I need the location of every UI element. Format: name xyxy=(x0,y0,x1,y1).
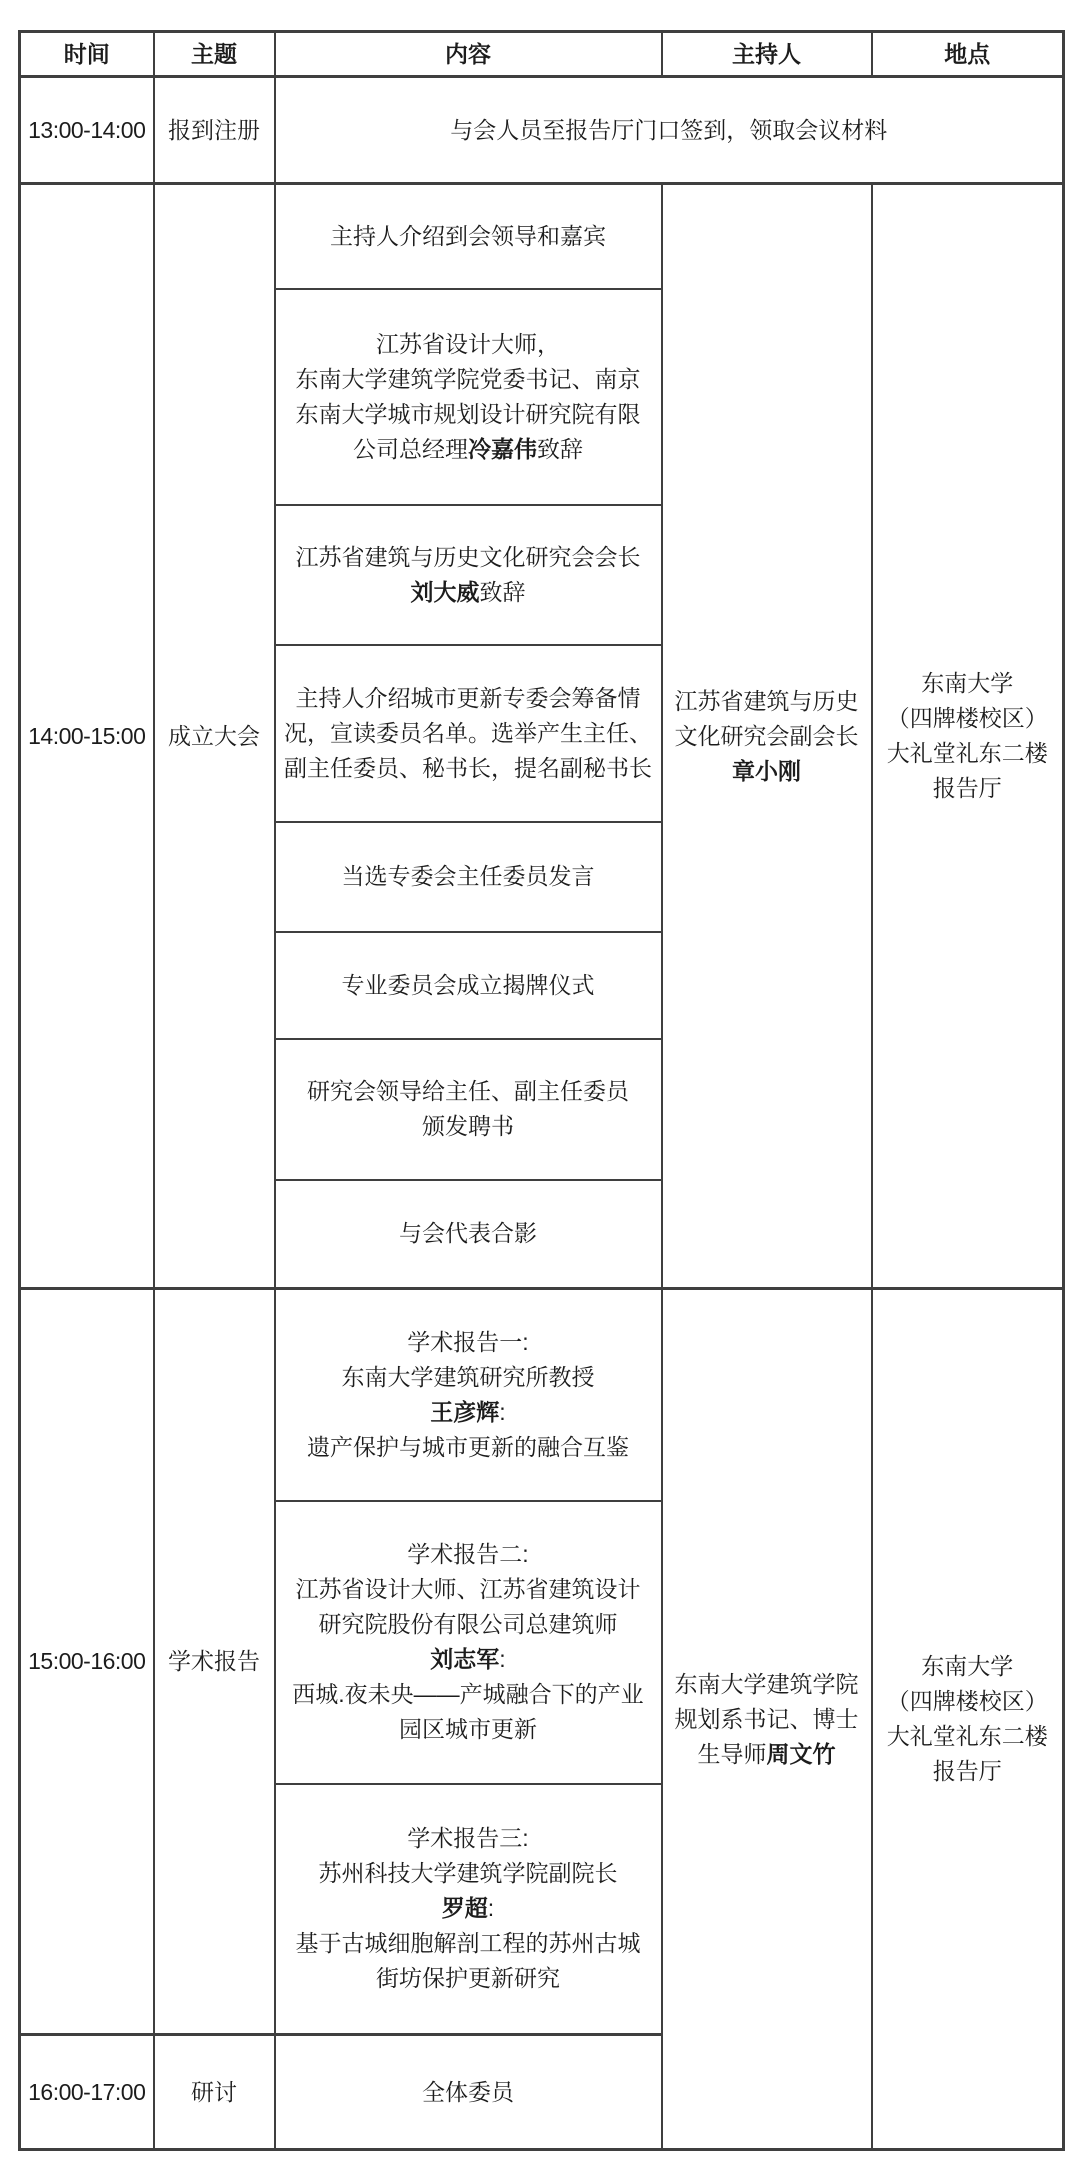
location-line: 报告厅 xyxy=(932,775,1002,801)
time-cell: 16:00-17:00 xyxy=(20,2035,154,2150)
content-line: 刘大威致辞 xyxy=(410,578,526,605)
conference-agenda-table xyxy=(18,30,1065,2151)
agenda-item-intro-guests xyxy=(275,184,662,289)
agenda-item-report-1 xyxy=(275,1289,662,1501)
content-line: 研究会领导给主任、副主任委员 xyxy=(307,1078,629,1104)
row-registration xyxy=(20,77,1064,184)
location-line: 大礼堂礼东二楼 xyxy=(886,1723,1048,1749)
col-header-time: 时间 xyxy=(20,32,154,77)
theme-cell: 报到注册 xyxy=(154,77,275,184)
location-line: 东南大学 xyxy=(921,670,1014,696)
location-line: 报告厅 xyxy=(932,1758,1002,1784)
content-line: 东南大学建筑学院党委书记、南京 xyxy=(295,365,641,392)
content-line: 研究院股份有限公司总建筑师 xyxy=(318,1611,618,1637)
content-line: 颁发聘书 xyxy=(422,1113,514,1139)
content-line: 遗产保护与城市更新的融合互鉴 xyxy=(307,1433,629,1460)
content-line: 况，宣读委员名单。选举产生主任、 xyxy=(284,719,652,746)
host-line: 江苏省建筑与历史 xyxy=(674,687,859,714)
agenda-item-liu-dawei-speech xyxy=(275,505,662,645)
content-line: 主持人介绍城市更新专委会筹备情 xyxy=(295,684,641,711)
host-line: 东南大学建筑学院 xyxy=(674,1670,859,1697)
host-line: 文化研究会副会长 xyxy=(674,722,859,749)
content-line: 当选专委会主任委员发言 xyxy=(341,863,595,889)
col-header-content: 内容 xyxy=(275,32,662,77)
header-row xyxy=(20,32,1064,77)
content-line: 园区城市更新 xyxy=(399,1716,537,1742)
agenda-item-report-3 xyxy=(275,1784,662,2035)
theme-cell: 成立大会 xyxy=(154,184,275,1289)
agenda-item-group-photo xyxy=(275,1180,662,1289)
content-line: 西城.夜未央——产城融合下的产业 xyxy=(292,1681,644,1707)
host-cell xyxy=(662,1289,872,2150)
host-line: 规划系书记、博士 xyxy=(674,1705,859,1732)
content-line: 学术报告二: xyxy=(407,1541,529,1567)
content-line: 基于古城细胞解剖工程的苏州古城 xyxy=(295,1930,641,1957)
time-cell: 15:00-16:00 xyxy=(20,1289,154,2035)
agenda-item-report-2 xyxy=(275,1501,662,1784)
content-line: 江苏省设计大师， xyxy=(376,330,560,357)
content-line: 罗超: xyxy=(441,1895,495,1922)
registration-content-cell: 与会人员至报告厅门口签到，领取会议材料 xyxy=(275,77,1064,184)
col-header-host: 主持人 xyxy=(662,32,872,77)
content-line: 学术报告一: xyxy=(407,1328,529,1355)
content-line: 专业委员会成立揭牌仪式 xyxy=(341,971,595,998)
location-line: （四牌楼校区） xyxy=(886,1688,1048,1714)
location-cell xyxy=(872,1289,1064,2150)
agenda-item-chairman-speech xyxy=(275,822,662,932)
content-line: 江苏省设计大师、江苏省建筑设计 xyxy=(295,1576,641,1602)
content-line: 东南大学建筑研究所教授 xyxy=(341,1363,595,1390)
agenda-item-all-members: 全体委员 xyxy=(275,2035,662,2150)
content-line: 苏州科技大学建筑学院副院长 xyxy=(318,1860,618,1887)
col-header-theme: 主题 xyxy=(154,32,275,77)
content-line: 东南大学城市规划设计研究院有限 xyxy=(295,400,641,427)
agenda-item-leng-jiawei-speech xyxy=(275,289,662,505)
theme-cell: 研讨 xyxy=(154,2035,275,2150)
agenda-item-committee-election xyxy=(275,645,662,822)
location-line: 大礼堂礼东二楼 xyxy=(886,740,1048,766)
content-line: 街坊保护更新研究 xyxy=(376,1965,560,1992)
row-founding-assembly xyxy=(20,184,1064,289)
col-header-location: 地点 xyxy=(872,32,1064,77)
content-line: 主持人介绍到会领导和嘉宾 xyxy=(330,222,606,249)
content-line: 与会代表合影 xyxy=(399,1220,537,1247)
content-line: 刘志军: xyxy=(430,1646,506,1672)
content-line: 副主任委员、秘书长，提名副秘书长 xyxy=(284,754,652,781)
host-name: 生导师周文竹 xyxy=(697,1740,836,1767)
theme-cell: 学术报告 xyxy=(154,1289,275,2035)
content-line: 学术报告三: xyxy=(407,1825,529,1852)
location-line: 东南大学 xyxy=(921,1653,1014,1679)
content-line: 江苏省建筑与历史文化研究会会长 xyxy=(295,543,641,570)
location-cell xyxy=(872,184,1064,1289)
time-cell: 13:00-14:00 xyxy=(20,77,154,184)
agenda-item-certificates xyxy=(275,1039,662,1180)
host-name: 章小刚 xyxy=(732,757,801,784)
location-line: （四牌楼校区） xyxy=(886,705,1048,731)
agenda-item-unveiling-ceremony xyxy=(275,932,662,1039)
content-line: 王彦辉: xyxy=(430,1398,506,1425)
row-academic-reports xyxy=(20,1289,1064,1501)
content-line: 公司总经理冷嘉伟致辞 xyxy=(353,435,583,462)
host-cell xyxy=(662,184,872,1289)
time-cell: 14:00-15:00 xyxy=(20,184,154,1289)
